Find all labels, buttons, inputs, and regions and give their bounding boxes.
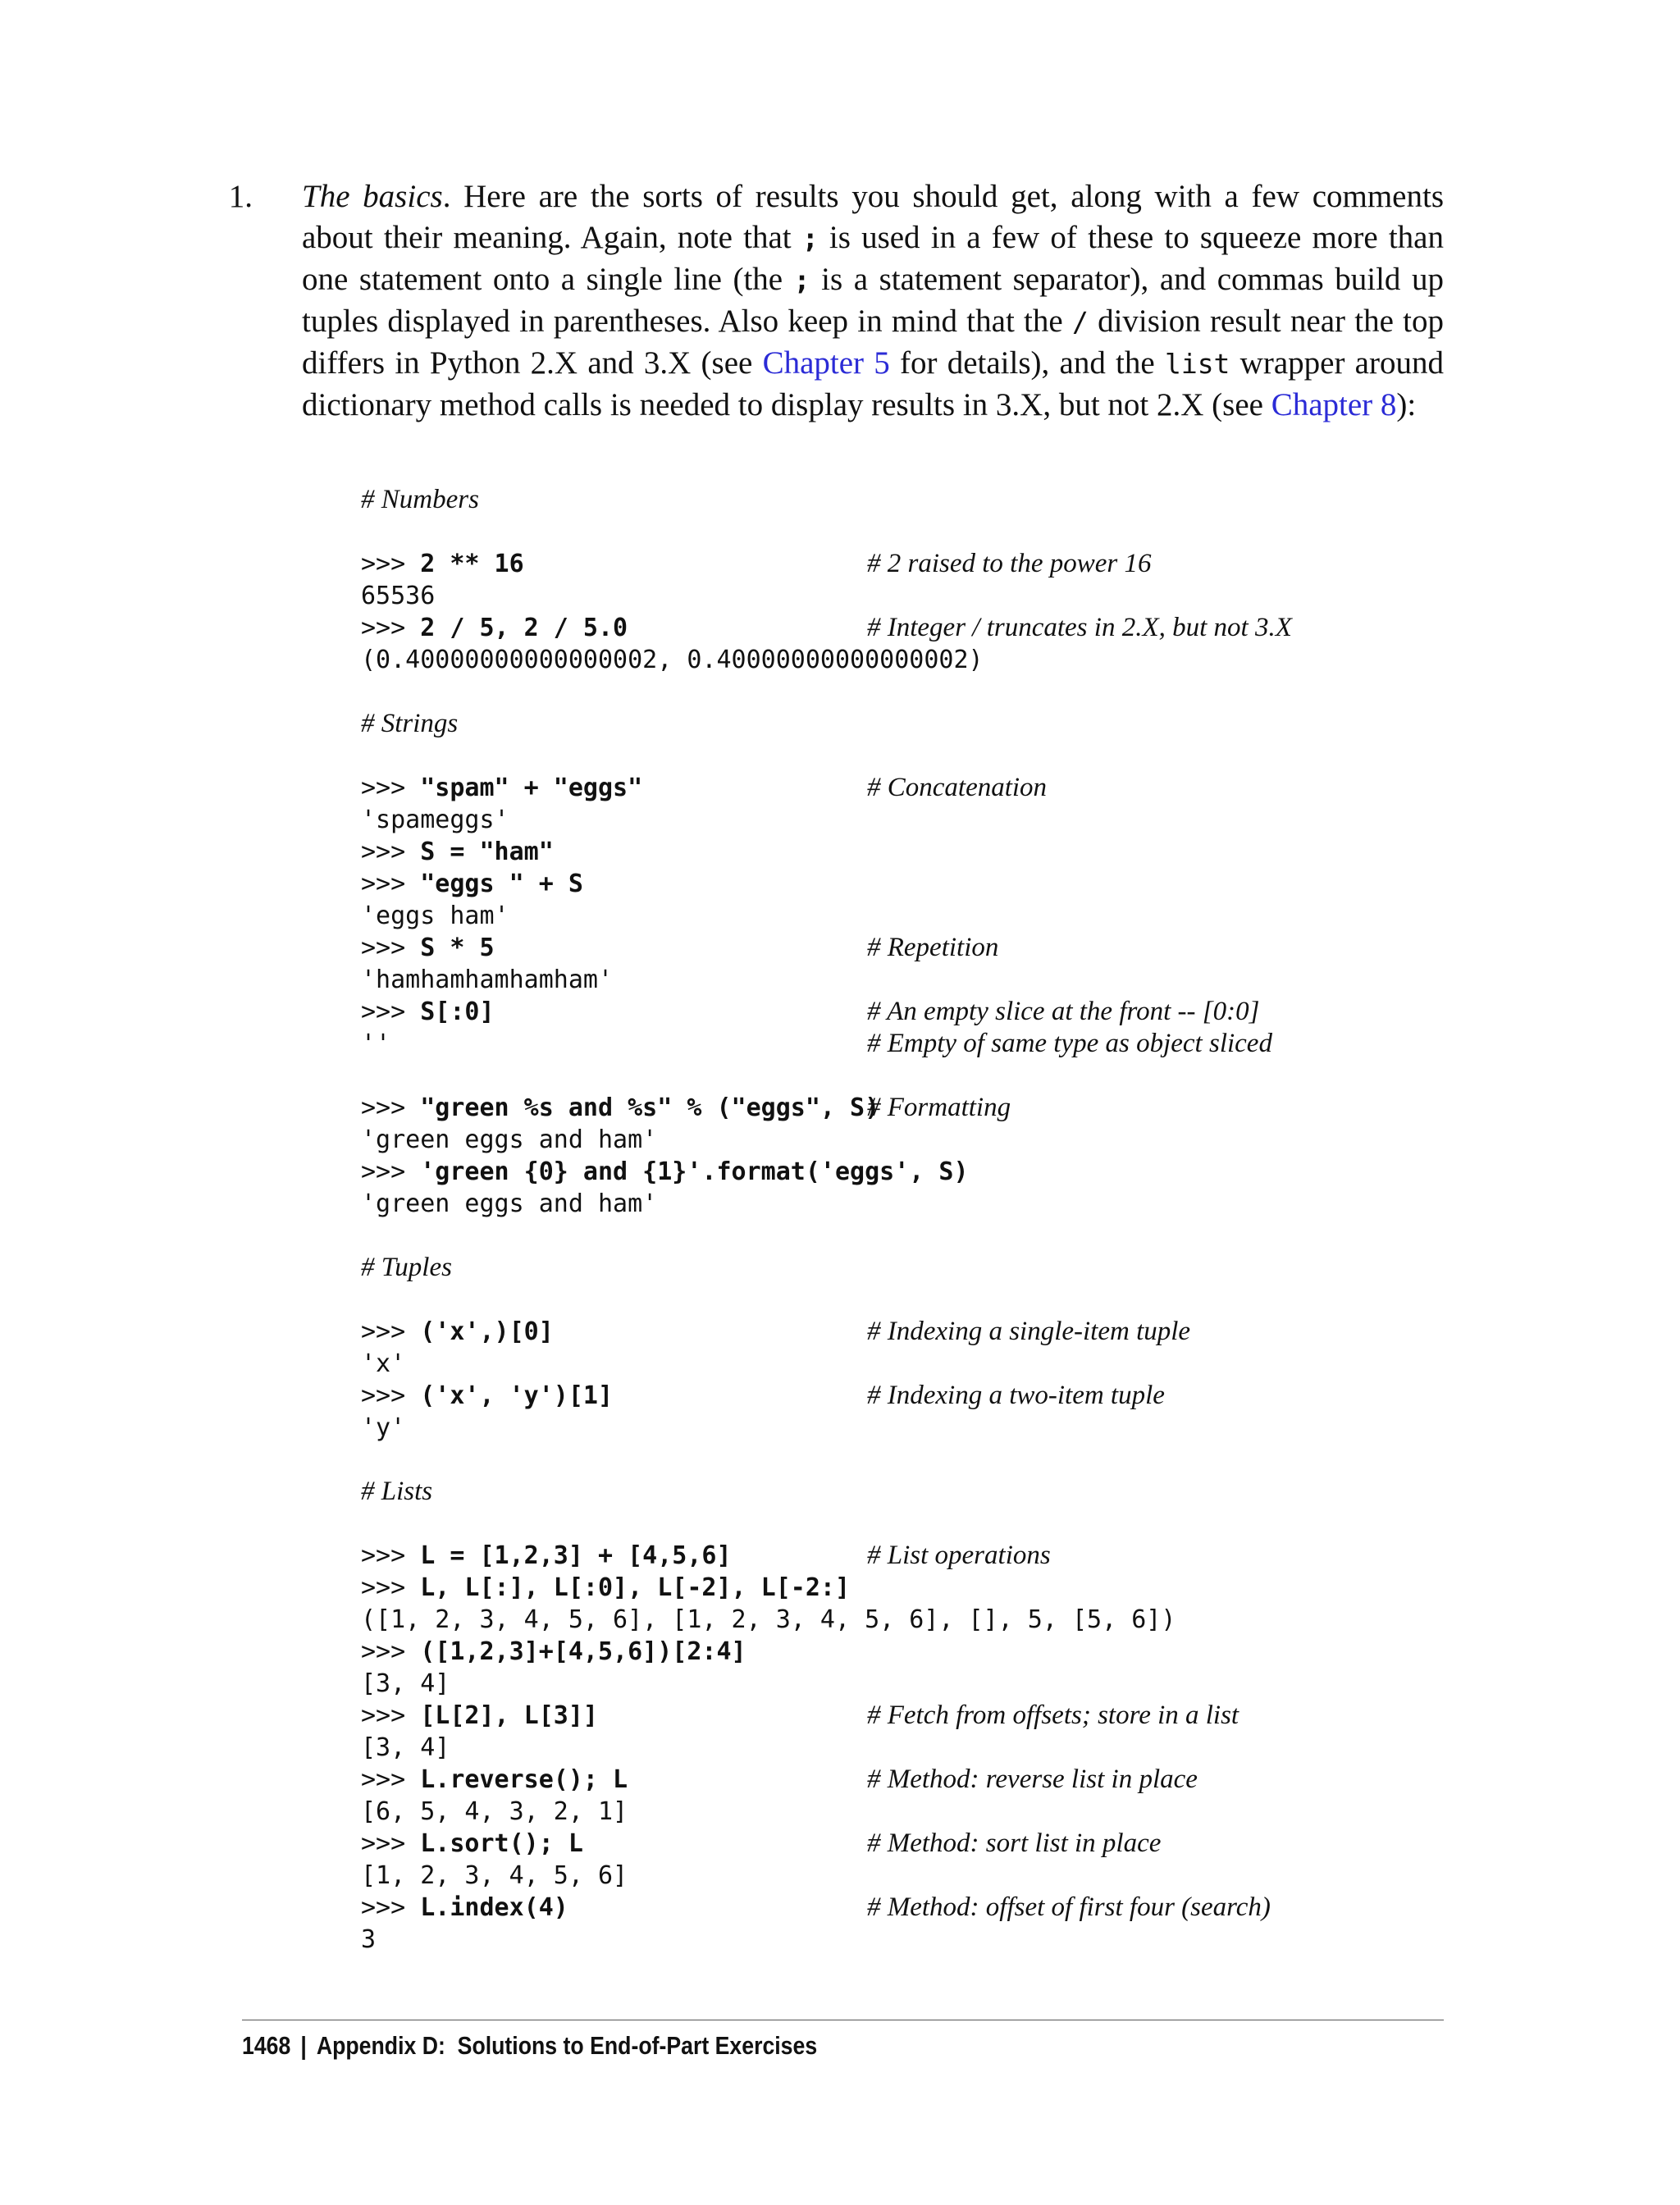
code-statement: 2 ** 16 [420, 550, 524, 578]
code-section-comment [361, 708, 1444, 740]
code-result: [6, 5, 4, 3, 2, 1] [361, 1797, 628, 1826]
code-input-line [361, 1540, 1444, 1572]
code-result: 'y' [361, 1413, 406, 1442]
repl-prompt: >>> [361, 1093, 421, 1122]
inline-code-slash: / [1071, 306, 1089, 338]
repl-prompt: >>> [361, 998, 421, 1026]
repl-prompt: >>> [361, 1381, 421, 1410]
code-statement: L.reverse(); L [420, 1765, 628, 1794]
paragraph-text: ): [1396, 387, 1417, 422]
code-result: [3, 4] [361, 1733, 450, 1762]
code-comment: # Formatting [867, 1093, 1011, 1122]
code-input-line [361, 1572, 1444, 1604]
page-number: 1468 [242, 2031, 291, 2060]
footer-separator: | [300, 2031, 307, 2060]
code-statement: "green %s and %s" % ("eggs", S) [420, 1093, 880, 1122]
code-blank-line [361, 516, 1444, 548]
paragraph-text: for details), and the [889, 345, 1165, 381]
code-input-line [361, 772, 1444, 804]
repl-prompt: >>> [361, 1317, 421, 1346]
code-output-line [361, 1732, 1444, 1764]
code-statement: S * 5 [420, 934, 495, 962]
paragraph-text: wrapper around dictionary method calls is needed to display results in 3.X, but not 2.X (see [302, 345, 1444, 422]
paragraph-text: is a statement separator), and commas build up tuples displayed in parentheses. Also keep in mind that the [302, 262, 1444, 339]
code-listing [361, 484, 1444, 1956]
repl-prompt: >>> [361, 870, 421, 898]
section-label: # Tuples [361, 1253, 452, 1282]
code-statement: 2 / 5, 2 / 5.0 [420, 614, 628, 642]
section-label: # Strings [361, 709, 459, 738]
code-comment: # 2 raised to the power 16 [867, 549, 1152, 578]
code-statement: "spam" + "eggs" [420, 774, 643, 802]
code-result: [1, 2, 3, 4, 5, 6] [361, 1861, 628, 1890]
code-section-comment [361, 1252, 1444, 1284]
code-output-line [361, 900, 1444, 932]
code-blank-line [361, 676, 1444, 708]
code-statement: 'green {0} and {1}'.format('eggs', S) [420, 1157, 969, 1186]
code-comment: # An empty slice at the front -- [0:0] [867, 997, 1260, 1026]
paragraph-text: . Here are the sorts of results you should get, along with a few comments about their meaning. Again, note that [302, 179, 1444, 255]
chapter-5-link[interactable]: Chapter 5 [762, 345, 890, 381]
repl-prompt: >>> [361, 1765, 421, 1794]
paragraph-text: is used in a few of these to squeeze more than one statement onto a single line (the [302, 220, 1444, 297]
inline-code-list: list [1164, 348, 1230, 380]
code-comment: # Empty of same type as object sliced [867, 1029, 1272, 1058]
code-result: 'green eggs and ham' [361, 1125, 658, 1154]
code-input-line [361, 1092, 1444, 1124]
repl-prompt: >>> [361, 838, 421, 866]
code-statement: L.index(4) [420, 1893, 568, 1922]
section-label: # Lists [361, 1477, 433, 1506]
repl-prompt: >>> [361, 1893, 421, 1922]
code-result: 'x' [361, 1349, 406, 1378]
code-comment: # Indexing a two-item tuple [867, 1381, 1165, 1410]
code-input-line [361, 612, 1444, 644]
code-statement: L, L[:], L[:0], L[-2], L[-2:] [420, 1573, 851, 1602]
repl-prompt: >>> [361, 1541, 421, 1570]
paragraph-text: division result near the top differs in Python 2.X and 3.X (see [302, 304, 1444, 381]
section-label: # Numbers [361, 485, 479, 514]
code-result: (0.40000000000000002, 0.40000000000000002) [361, 646, 984, 674]
code-blank-line [361, 1220, 1444, 1252]
code-output-line [361, 580, 1444, 612]
code-input-line [361, 1636, 1444, 1668]
code-output-line [361, 1796, 1444, 1828]
code-result: 'green eggs and ham' [361, 1189, 658, 1218]
code-output-line [361, 1348, 1444, 1380]
repl-prompt: >>> [361, 1829, 421, 1858]
code-comment: # List operations [867, 1541, 1051, 1570]
code-result: 'spameggs' [361, 806, 509, 834]
code-result: '' [361, 1029, 391, 1058]
code-input-line [361, 836, 1444, 868]
code-output-line [361, 964, 1444, 996]
repl-prompt: >>> [361, 934, 421, 962]
code-output-line [361, 1028, 1444, 1060]
repl-prompt: >>> [361, 614, 421, 642]
code-result: 3 [361, 1925, 377, 1954]
code-input-line [361, 996, 1444, 1028]
code-comment: # Method: reverse list in place [867, 1764, 1198, 1794]
page-footer [242, 2029, 817, 2062]
code-blank-line [361, 740, 1444, 772]
repl-prompt: >>> [361, 1157, 421, 1186]
code-comment: # Method: offset of first four (search) [867, 1892, 1271, 1922]
inline-code-semicolon: ; [801, 222, 819, 254]
exercise-item [228, 176, 1444, 426]
chapter-8-link[interactable]: Chapter 8 [1271, 387, 1397, 422]
code-input-line [361, 1764, 1444, 1796]
code-result: ([1, 2, 3, 4, 5, 6], [1, 2, 3, 4, 5, 6], [], 5, [5, 6]) [361, 1605, 1176, 1634]
code-statement: L = [1,2,3] + [4,5,6] [420, 1541, 732, 1570]
code-output-line [361, 1668, 1444, 1700]
code-input-line [361, 1892, 1444, 1924]
code-comment: # Repetition [867, 933, 999, 962]
code-blank-line [361, 1284, 1444, 1316]
code-statement: ([1,2,3]+[4,5,6])[2:4] [420, 1637, 746, 1666]
code-statement: S = "ham" [420, 838, 554, 866]
code-output-line [361, 1188, 1444, 1220]
code-output-line [361, 804, 1444, 836]
code-input-line [361, 1380, 1444, 1412]
code-input-line [361, 1828, 1444, 1860]
code-comment: # Method: sort list in place [867, 1828, 1162, 1858]
repl-prompt: >>> [361, 1637, 421, 1666]
code-output-line [361, 1412, 1444, 1444]
code-input-line [361, 932, 1444, 964]
code-result: [3, 4] [361, 1669, 450, 1698]
code-output-line [361, 1860, 1444, 1892]
footer-chapter-title: Appendix D: Solutions to End-of-Part Exercises [316, 2031, 818, 2060]
code-statement: "eggs " + S [420, 870, 583, 898]
repl-prompt: >>> [361, 550, 421, 578]
code-comment: # Fetch from offsets; store in a list [867, 1701, 1239, 1730]
repl-prompt: >>> [361, 1573, 421, 1602]
code-result: 'eggs ham' [361, 902, 509, 930]
code-output-line [361, 644, 1444, 676]
exercise-number: 1. [228, 179, 253, 214]
code-statement: L.sort(); L [420, 1829, 583, 1858]
code-output-line [361, 1924, 1444, 1956]
code-input-line [361, 1156, 1444, 1188]
code-comment: # Indexing a single-item tuple [867, 1317, 1191, 1346]
code-blank-line [361, 1060, 1444, 1092]
code-output-line [361, 1124, 1444, 1156]
exercise-paragraph [302, 176, 1444, 426]
code-result: 'hamhamhamhamham' [361, 966, 614, 994]
code-comment: # Concatenation [867, 773, 1048, 802]
code-blank-line [361, 1444, 1444, 1476]
code-input-line [361, 868, 1444, 900]
code-comment: # Integer / truncates in 2.X, but not 3.X [867, 613, 1292, 642]
code-input-line [361, 1700, 1444, 1732]
code-statement: ('x', 'y')[1] [420, 1381, 614, 1410]
repl-prompt: >>> [361, 774, 421, 802]
code-statement: S[:0] [420, 998, 495, 1026]
code-statement: [L[2], L[3]] [420, 1701, 598, 1730]
exercise-title: The basics [302, 179, 443, 214]
code-input-line [361, 548, 1444, 580]
code-input-line [361, 1316, 1444, 1348]
inline-code-semicolon: ; [793, 264, 810, 296]
repl-prompt: >>> [361, 1701, 421, 1730]
code-blank-line [361, 1508, 1444, 1540]
code-statement: ('x',)[0] [420, 1317, 554, 1346]
code-output-line [361, 1604, 1444, 1636]
code-result: 65536 [361, 582, 436, 610]
code-section-comment [361, 484, 1444, 516]
code-section-comment [361, 1476, 1444, 1508]
